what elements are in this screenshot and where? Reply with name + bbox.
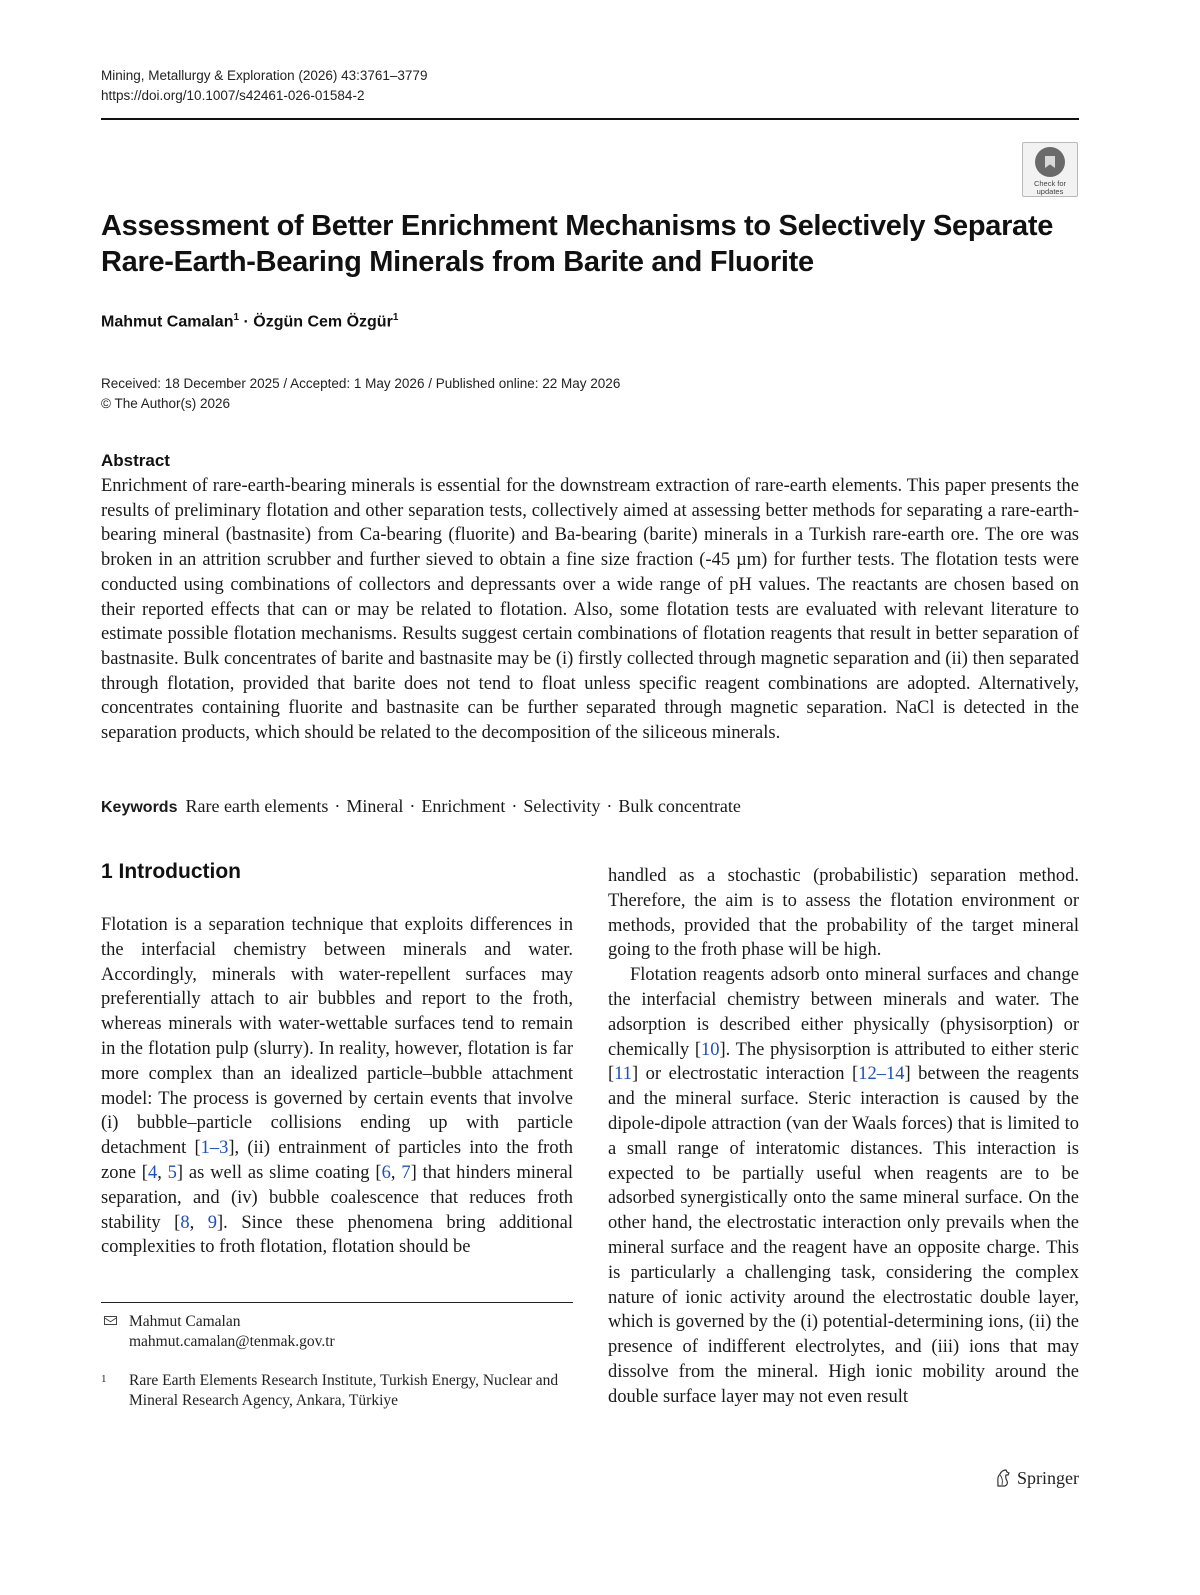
intro-right-column xyxy=(608,864,1079,1410)
publisher-logo xyxy=(995,1468,1079,1489)
publisher-name: Springer xyxy=(1017,1468,1079,1488)
affiliation-number: 1 xyxy=(101,1373,107,1385)
envelope-icon xyxy=(104,1316,117,1325)
keyword-item: Rare earth elements xyxy=(185,796,329,816)
intro-paragraph-2: Flotation reagents adsorb onto mineral surfaces and change the interfacial chemistry between minerals and water. The adsorption is described either physically (physisorption) or chemically [10]. The physisorption is attributed to either steric [11] or electrostatic interaction [12–14] between the reagents and the mineral surface. Steric interaction is caused by the dipole-dipole attraction (van der Waals forces) that is limited to a small range of interatomic distances. This interaction is expected to be partially useful when reagents are to be adsorbed synergistically onto the same mineral surface. On the other hand, the electrostatic interaction only prevails when the mineral surface and the reagent have an opposite charge. This is particularly a challenging task, considering the complex nature of ionic activity around the electrostatic double layer, which is governed by the (i) potential-determining ions, (ii) the presence of indifferent electrolytes, and (iii) ions that may dissolve from the mineral. High ionic mobility around the double surface layer may not even result xyxy=(608,965,1080,1407)
publication-history xyxy=(101,374,620,414)
keyword-separator: · xyxy=(511,796,518,816)
citation-link[interactable]: 4 xyxy=(147,1162,158,1183)
affiliation-text: Rare Earth Elements Research Institute, Turkish Energy, Nuclear and Mineral Research Agency, Ankara, Türkiye xyxy=(129,1372,559,1409)
header-rule xyxy=(101,118,1079,120)
intro-paragraph-1: Flotation is a separation technique that exploits differences in the interfacial chemistry between minerals and water. Accordingly, minerals with water-repellent surfaces may preferentially attach to air bubbles and report to the froth, whereas minerals with water-wettable surfaces tend to remain in the flotation pulp (slurry). In reality, however, flotation is far more complex than an idealized particle–bubble attachment model: The process is governed by certain events that involve (i) bubble–particle collisions ending up with particle detachment [1–3], (ii) entrainment of particles into the froth zone [4, 5] as well as slime coating [6, 7] that hinders mineral separation, and (iv) bubble coalescence that reduces froth stability [8, 9]. Since these phenomena bring additional complexities to froth flotation, flotation should be xyxy=(101,915,573,1258)
keyword-item: Mineral xyxy=(346,796,404,816)
abstract-heading: Abstract xyxy=(101,451,170,470)
copyright-line: © The Author(s) 2026 xyxy=(101,396,231,411)
journal-citation: Mining, Metallurgy & Exploration (2026) 43:3761–3779 xyxy=(101,68,428,83)
section-heading-introduction: 1 Introduction xyxy=(101,860,241,883)
keyword-item: Selectivity xyxy=(523,796,601,816)
badge-label-1: Check for xyxy=(1033,179,1067,188)
springer-horse-icon xyxy=(995,1469,1011,1487)
corresponding-author-email[interactable]: mahmut.camalan@tenmak.gov.tr xyxy=(129,1333,335,1350)
author-2-affil: 1 xyxy=(392,312,399,323)
paper-title xyxy=(101,208,1091,280)
keyword-item: Enrichment xyxy=(421,796,506,816)
citation-link[interactable]: 9 xyxy=(207,1212,218,1233)
check-for-updates-badge[interactable] xyxy=(1022,142,1078,197)
intro-paragraph-continued: handled as a stochastic (probabilistic) separation method. Therefore, the aim is to assess the flotation environment or methods, provided that the probability of the target mineral going to the froth phase will be high. xyxy=(608,866,1079,961)
badge-label-2: updates xyxy=(1036,187,1064,196)
affiliation-note xyxy=(101,1371,573,1411)
keyword-item: Bulk concentrate xyxy=(618,796,741,816)
author-1[interactable]: Mahmut Camalan xyxy=(101,313,234,331)
title-line-2: Rare-Earth-Bearing Minerals from Barite and Fluorite xyxy=(101,246,814,278)
citation-link[interactable]: 5 xyxy=(167,1162,177,1183)
author-2[interactable]: Özgün Cem Özgür xyxy=(253,313,393,331)
keyword-separator: · xyxy=(606,796,613,816)
keywords-heading: Keywords xyxy=(101,799,178,816)
doi-link[interactable]: https://doi.org/10.1007/s42461-026-01584-2 xyxy=(101,88,365,103)
abstract-text: Enrichment of rare-earth-bearing minerals is essential for the downstream extraction of rare-earth elements. This paper presents the results of preliminary flotation and other separation tests, collectively aimed at assessing better methods for separating a rare-earth-bearing mineral (bastnasite) from Ca-bearing (fluorite) and Ba-bearing (barite) minerals in a Turkish rare-earth ore. The ore was broken in an attrition scrubber and further sieved to obtain a fine size fraction (-45 µm) for further tests. The flotation tests were conducted using combinations of collectors and depressants over a wide range of pH values. The reactants are chosen based on their reported effects that can or may be related to flotation. Also, some flotation tests are evaluated with relevant literature to estimate possible flotation mechanisms. Results suggest certain combinations of flotation reagents that result in better separation of bastnasite. Bulk concentrates of barite and bastnasite may be (i) firstly collected through magnetic separation and (ii) then separated through flotation, provided that barite does not tend to float unless specific reagent combinations are adopted. Alternatively, concentrates containing fluorite and bastnasite can be further separated through magnetic separation. NaCl is detected in the separation products, which should be related to the decomposition of the siliceous minerals. xyxy=(101,476,1079,744)
keyword-separator: · xyxy=(334,796,341,816)
author-list xyxy=(101,312,398,331)
author-separator: · xyxy=(239,313,254,331)
citation-link[interactable]: 10 xyxy=(701,1039,720,1060)
citation-link[interactable]: 8 xyxy=(180,1212,190,1233)
keyword-separator: · xyxy=(409,796,416,816)
citation-link[interactable]: 7 xyxy=(401,1162,411,1183)
citation-link[interactable]: 12–14 xyxy=(858,1064,905,1085)
keywords xyxy=(101,796,741,817)
check-for-updates-icon xyxy=(1035,147,1065,177)
citation-link[interactable]: 6 xyxy=(381,1162,391,1183)
journal-header xyxy=(101,66,427,106)
corresponding-author-note xyxy=(101,1312,573,1352)
author-1-affil: 1 xyxy=(233,312,240,323)
footnote-rule xyxy=(101,1302,573,1303)
title-line-1: Assessment of Better Enrichment Mechanisms to Selectively Separate xyxy=(101,210,1054,242)
citation-link[interactable]: 1–3 xyxy=(200,1138,229,1159)
date-history: Received: 18 December 2025 / Accepted: 1 May 2026 / Published online: 22 May 2026 xyxy=(101,376,621,391)
corresponding-author-name: Mahmut Camalan xyxy=(129,1313,241,1330)
citation-link[interactable]: 11 xyxy=(614,1064,632,1085)
intro-left-column xyxy=(101,913,573,1260)
